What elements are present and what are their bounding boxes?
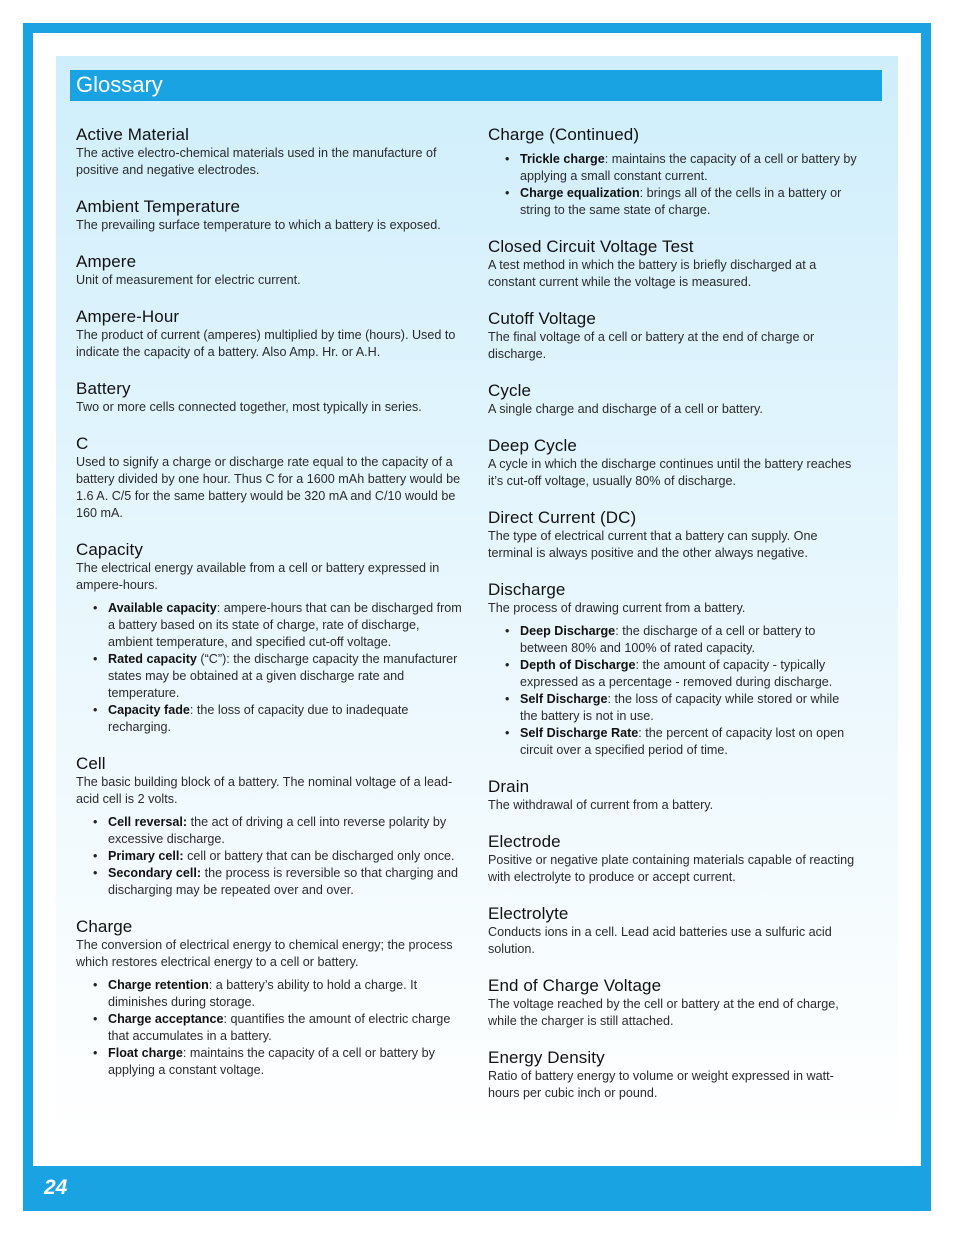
bullet-icon: •	[93, 703, 98, 717]
glossary-entry-end-of-charge-voltage	[488, 976, 860, 1030]
sub-term-definition: cell or battery that can be discharged only once.	[183, 849, 455, 863]
glossary-term: Cell	[76, 754, 106, 773]
glossary-definition: The prevailing surface temperature to which a battery is exposed.	[76, 218, 441, 232]
page-number: 24	[44, 1176, 68, 1199]
sub-term-list	[76, 977, 462, 1079]
bullet-icon: •	[93, 849, 98, 863]
sub-term-definition: : the percent of capacity lost on open circuit over a specified period of time.	[520, 726, 845, 757]
sub-term-name: Cell reversal:	[108, 815, 188, 829]
sub-term-definition: : the amount of capacity - typically expressed as a percentage - removed during discharge.	[520, 658, 833, 689]
sub-term-item	[505, 691, 860, 725]
sub-term-item	[505, 151, 860, 185]
glossary-term: Electrolyte	[488, 904, 569, 923]
sub-term-item	[93, 702, 462, 736]
glossary-term: Cycle	[488, 381, 532, 400]
glossary-term: Cutoff Voltage	[488, 309, 596, 328]
sub-term-definition: the process is reversible so that charging and discharging may be repeated over and over.	[108, 866, 459, 897]
bullet-icon: •	[505, 658, 510, 672]
sub-term-name: Trickle charge	[520, 152, 605, 166]
glossary-definition: Positive or negative plate containing materials capable of reacting with electrolyte to produce or accept current.	[488, 853, 855, 884]
glossary-definition: The basic building block of a battery. The nominal voltage of a lead-acid cell is 2 volts.	[76, 775, 453, 806]
glossary-entry-deep-cycle	[488, 436, 860, 490]
right-column	[488, 125, 860, 1120]
glossary-term: Charge	[76, 917, 133, 936]
glossary-definition: A single charge and discharge of a cell or battery.	[488, 402, 763, 416]
glossary-definition: Ratio of battery energy to volume or weight expressed in watt-hours per cubic inch or pound.	[488, 1069, 834, 1100]
glossary-term: Active Material	[76, 125, 189, 144]
glossary-term: Discharge	[488, 580, 566, 599]
sub-term-item	[505, 185, 860, 219]
sub-term-list	[488, 623, 860, 759]
sub-term-item	[93, 865, 462, 899]
glossary-definition: The voltage reached by the cell or battery at the end of charge, while the charger is still attached.	[488, 997, 839, 1028]
glossary-entry-ambient-temperature	[76, 197, 462, 234]
glossary-definition: The product of current (amperes) multiplied by time (hours). Used to indicate the capacity of a battery. Also Amp. Hr. or A.H.	[76, 328, 456, 359]
sub-term-item	[505, 623, 860, 657]
sub-term-item	[93, 814, 462, 848]
bullet-icon: •	[93, 866, 98, 880]
glossary-entry-charge-continued	[488, 125, 860, 219]
sub-term-definition: (“C”): the discharge capacity the manufacturer states may be obtained at a given discharge rate and temperature.	[108, 652, 458, 700]
glossary-definition: The type of electrical current that a battery can supply. One terminal is always positive and the other always negative.	[488, 529, 818, 560]
glossary-definition: Used to signify a charge or discharge rate equal to the capacity of a battery divided by one hour. Thus C for a 1600 mAh battery would be 1.6 A. C/5 for the same battery would be 320 mA and C/10 would be 160 mA.	[76, 455, 461, 520]
bullet-icon: •	[505, 726, 510, 740]
sub-term-name: Primary cell:	[108, 849, 184, 863]
sub-term-definition: : maintains the capacity of a cell or battery by applying a constant voltage.	[108, 1046, 435, 1077]
glossary-definition: The final voltage of a cell or battery at the end of charge or discharge.	[488, 330, 815, 361]
glossary-entry-discharge	[488, 580, 860, 759]
bullet-icon: •	[93, 815, 98, 829]
glossary-term: Energy Density	[488, 1048, 605, 1067]
sub-term-item	[93, 1045, 462, 1079]
glossary-entry-capacity	[76, 540, 462, 736]
glossary-entry-direct-current-dc	[488, 508, 860, 562]
glossary-entry-c	[76, 434, 462, 522]
sub-term-definition: : the loss of capacity while stored or while the battery is not in use.	[520, 692, 840, 723]
sub-term-name: Charge retention	[108, 978, 209, 992]
glossary-entry-energy-density	[488, 1048, 860, 1102]
sub-term-definition: : quantifies the amount of electric charge that accumulates in a battery.	[108, 1012, 451, 1043]
glossary-entry-cell	[76, 754, 462, 899]
glossary-term: C	[76, 434, 89, 453]
sub-term-name: Secondary cell:	[108, 866, 202, 880]
glossary-definition: Two or more cells connected together, most typically in series.	[76, 400, 422, 414]
glossary-entry-closed-circuit-voltage-test	[488, 237, 860, 291]
glossary-entry-active-material	[76, 125, 462, 179]
bullet-icon: •	[505, 692, 510, 706]
sub-term-item	[93, 651, 462, 702]
glossary-definition: Unit of measurement for electric current.	[76, 273, 301, 287]
sub-term-definition: : the discharge of a cell or battery to between 80% and 100% of rated capacity.	[520, 624, 816, 655]
bullet-icon: •	[93, 601, 98, 615]
page-title: Glossary	[76, 72, 163, 97]
glossary-entry-electrode	[488, 832, 860, 886]
sub-term-name: Depth of Discharge	[520, 658, 636, 672]
glossary-definition: The conversion of electrical energy to chemical energy; the process which restores electrical energy to a cell or battery.	[76, 938, 453, 969]
bullet-icon: •	[505, 624, 510, 638]
glossary-entry-cutoff-voltage	[488, 309, 860, 363]
glossary-entry-ampere	[76, 252, 462, 289]
glossary-entry-electrolyte	[488, 904, 860, 958]
sub-term-item	[93, 600, 462, 651]
glossary-definition: The process of drawing current from a battery.	[488, 601, 746, 615]
glossary-term: Ampere-Hour	[76, 307, 180, 326]
glossary-term: Closed Circuit Voltage Test	[488, 237, 694, 256]
bullet-icon: •	[505, 186, 510, 200]
glossary-entry-battery	[76, 379, 462, 416]
glossary-term: Ambient Temperature	[76, 197, 241, 216]
glossary-entry-cycle	[488, 381, 860, 418]
sub-term-definition: : a battery’s ability to hold a charge. It diminishes during storage.	[108, 978, 418, 1009]
bullet-icon: •	[93, 978, 98, 992]
sub-term-name: Available capacity	[108, 601, 217, 615]
glossary-term: Electrode	[488, 832, 561, 851]
sub-term-definition: : brings all of the cells in a battery or string to the same state of charge.	[520, 186, 842, 217]
glossary-entry-drain	[488, 777, 860, 814]
glossary-term: Capacity	[76, 540, 143, 559]
sub-term-item	[93, 848, 462, 865]
sub-term-definition: the act of driving a cell into reverse polarity by excessive discharge.	[108, 815, 447, 846]
sub-term-name: Float charge	[108, 1046, 183, 1060]
glossary-definition: Conducts ions in a cell. Lead acid batteries use a sulfuric acid solution.	[488, 925, 832, 956]
glossary-term: Battery	[76, 379, 131, 398]
glossary-entry-charge	[76, 917, 462, 1079]
glossary-term: Ampere	[76, 252, 137, 271]
glossary-definition: The withdrawal of current from a battery.	[488, 798, 714, 812]
sub-term-definition: : maintains the capacity of a cell or battery by applying a small constant current.	[520, 152, 857, 183]
bullet-icon: •	[93, 1012, 98, 1026]
glossary-term: Charge (Continued)	[488, 125, 640, 144]
sub-term-name: Charge acceptance	[108, 1012, 224, 1026]
glossary-term: Direct Current (DC)	[488, 508, 637, 527]
sub-term-name: Self Discharge Rate	[520, 726, 639, 740]
glossary-definition: A cycle in which the discharge continues until the battery reaches it’s cut-off voltage, usually 80% of discharge.	[488, 457, 852, 488]
sub-term-item	[93, 1011, 462, 1045]
sub-term-definition: : the loss of capacity due to inadequate recharging.	[108, 703, 409, 734]
sub-term-item	[505, 657, 860, 691]
bullet-icon: •	[93, 1046, 98, 1060]
glossary-term: Drain	[488, 777, 530, 796]
glossary-term: Deep Cycle	[488, 436, 577, 455]
left-column	[76, 125, 462, 1097]
bullet-icon: •	[93, 652, 98, 666]
sub-term-definition: : ampere-hours that can be discharged from a battery based on its state of charge, rate of discharge, ambient temperature, and specified cut-off voltage.	[108, 601, 462, 649]
sub-term-name: Rated capacity	[108, 652, 197, 666]
glossary-definition: The electrical energy available from a cell or battery expressed in ampere-hours.	[76, 561, 440, 592]
glossary-term: End of Charge Voltage	[488, 976, 662, 995]
glossary-definition: The active electro-chemical materials used in the manufacture of positive and negative electrodes.	[76, 146, 437, 177]
title-bar	[70, 70, 882, 101]
sub-term-item	[505, 725, 860, 759]
glossary-entry-ampere-hour	[76, 307, 462, 361]
sub-term-name: Self Discharge	[520, 692, 608, 706]
sub-term-name: Charge equalization	[520, 186, 640, 200]
sub-term-list	[76, 814, 462, 899]
sub-term-item	[93, 977, 462, 1011]
sub-term-name: Capacity fade	[108, 703, 190, 717]
bullet-icon: •	[505, 152, 510, 166]
sub-term-name: Deep Discharge	[520, 624, 616, 638]
sub-term-list	[76, 600, 462, 736]
sub-term-list	[488, 151, 860, 219]
glossary-definition: A test method in which the battery is briefly discharged at a constant current while the voltage is measured.	[488, 258, 817, 289]
